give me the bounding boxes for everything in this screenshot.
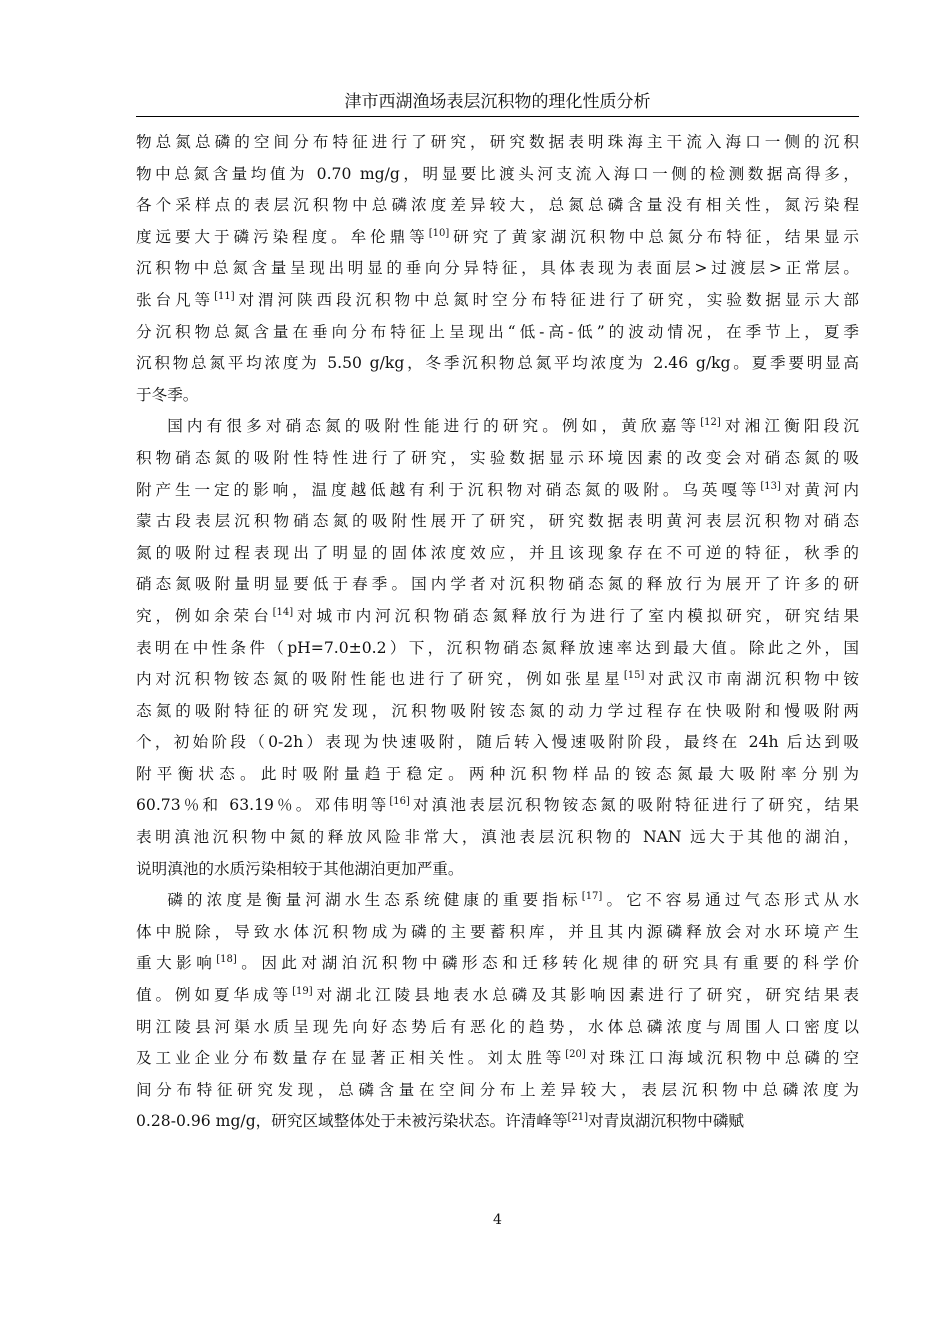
text-line: 说明滇池的水质污染相较于其他湖泊更加严重。 <box>136 859 464 878</box>
text-line: 值。例如夏华成等[19]对湖北江陵县地表水总磷及其影响因素进行了研究，研究结果表 <box>136 985 859 1005</box>
text-line: 物中总氮含量均值为 0.70 mg/g，明显要比渡头河支流入海口一侧的检测数据高得多， <box>136 164 859 183</box>
text-line: 态氮的吸附特征的研究发现，沉积物吸附铵态氮的动力学过程存在快吸附和慢吸附两 <box>136 701 859 720</box>
text-line: 张台凡等[11]对渭河陕西段沉积物中总氮时空分布特征进行了研究，实验数据显示大部 <box>136 290 859 309</box>
text-line: 分沉积物总氮含量在垂向分布特征上呈现出“低-高-低”的波动情况，在季节上，夏季 <box>136 322 859 341</box>
text-line: 于冬季。 <box>136 385 199 404</box>
text-line: 间分布特征研究发现，总磷含量在空间分布上差异较大，表层沉积物中总磷浓度为 <box>136 1080 859 1099</box>
text-line: 国内有很多对硝态氮的吸附性能进行的研究。例如，黄欣嘉等[12]对湘江衡阳段沉 <box>167 417 859 436</box>
body-text <box>136 127 859 1138</box>
text-line: 及工业企业分布数量存在显著正相关性。刘太胜等[20]对珠江口海域沉积物中总磷的空 <box>136 1049 859 1068</box>
text-line: 内对沉积物铵态氮的吸附性能也进行了研究，例如张星星[15]对武汉市南湖沉积物中铵 <box>136 669 859 689</box>
text-line: 附平衡状态。此时吸附量趋于稳定。两种沉积物样品的铵态氮最大吸附率分别为 <box>136 764 859 783</box>
text-line: 明江陵县河渠水质呈现先向好态势后有恶化的趋势，水体总磷浓度与周围人口密度以 <box>136 1017 859 1036</box>
paragraph <box>136 411 859 885</box>
header-rule <box>136 116 859 117</box>
text-line: 沉积物总氮平均浓度为 5.50 g/kg，冬季沉积物总氮平均浓度为 2.46 g/kg。夏季要明显高 <box>136 354 859 373</box>
text-line: 体中脱除，导致水体沉积物成为磷的主要蓄积库，并且其内源磷释放会对水环境产生 <box>136 922 859 941</box>
text-line: 究，例如余荣台[14]对城市内河沉积物硝态氮释放行为进行了室内模拟研究，研究结果 <box>136 606 859 625</box>
text-line: 氮的吸附过程表现出了明显的固体浓度效应，并且该现象存在不可逆的特征，秋季的 <box>136 543 859 562</box>
text-line: 度远要大于磷污染程度。牟伦鼎等[10]研究了黄家湖沉积物中总氮分布特征，结果显示 <box>136 227 859 246</box>
text-line: 60.73％和 63.19％。邓伟明等[16]对滇池表层沉积物铵态氮的吸附特征进行了研究，结果 <box>136 796 859 815</box>
text-line: 积物硝态氮的吸附性特性进行了研究，实验数据显示环境因素的改变会对硝态氮的吸 <box>136 448 859 467</box>
text-line: 表明在中性条件（pH=7.0±0.2）下，沉积物硝态氮释放速率达到最大值。除此之外，国 <box>136 638 859 657</box>
paragraph <box>136 885 859 1138</box>
text-line: 0.28-0.96 mg/g，研究区域整体处于未被污染状态。许清峰等[21]对青岚湖沉积物中磷赋 <box>136 1112 745 1131</box>
text-line: 附产生一定的影响，温度越低越有利于沉积物对硝态氮的吸附。乌英嘎等[13]对黄河内 <box>136 480 859 499</box>
text-line: 蒙古段表层沉积物硝态氮的吸附性展开了研究，研究数据表明黄河表层沉积物对硝态 <box>136 512 859 531</box>
text-line: 重大影响[18]。因此对湖泊沉积物中磷形态和迁移转化规律的研究具有重要的科学价 <box>136 954 859 973</box>
text-line: 物总氮总磷的空间分布特征进行了研究，研究数据表明珠海主干流入海口一侧的沉积 <box>136 133 859 151</box>
text-line: 沉积物中总氮含量呈现出明显的垂向分异特征，具体表现为表面层>过渡层>正常层。 <box>136 259 859 278</box>
text-line: 各个采样点的表层沉积物中总磷浓度差异较大，总氮总磷含量没有相关性，氮污染程 <box>136 196 859 215</box>
running-header: 津市西湖渔场表层沉积物的理化性质分析 <box>344 92 651 112</box>
text-line: 表明滇池沉积物中氮的释放风险非常大，滇池表层沉积物的 NAN 远大于其他的湖泊， <box>136 828 859 847</box>
paragraph <box>136 127 859 411</box>
text-line: 个，初始阶段（0-2h）表现为快速吸附，随后转入慢速吸附阶段，最终在 24h 后达到吸 <box>136 733 859 752</box>
text-line: 磷的浓度是衡量河湖水生态系统健康的重要指标[17]。它不容易通过气态形式从水 <box>167 891 859 910</box>
text-line: 硝态氮吸附量明显要低于春季。国内学者对沉积物硝态氮的释放行为展开了许多的研 <box>136 575 859 594</box>
page-number: 4 <box>493 1212 502 1228</box>
